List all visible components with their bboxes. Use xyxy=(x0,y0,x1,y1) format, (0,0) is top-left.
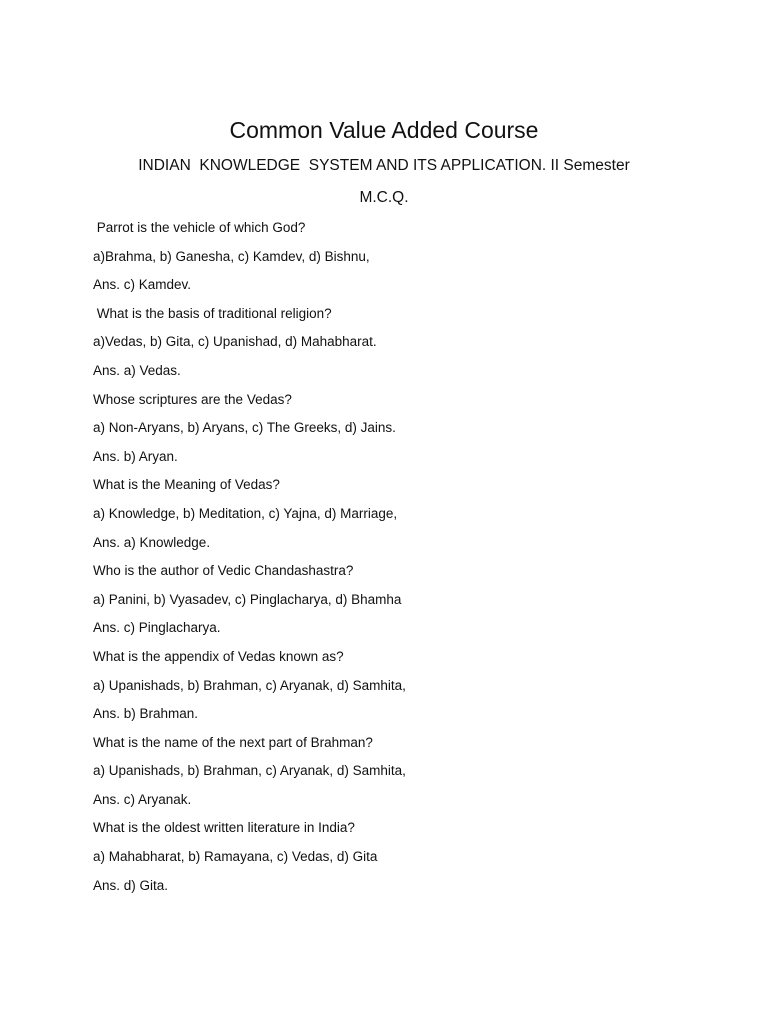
question-text: What is the appendix of Vedas known as? xyxy=(93,648,344,664)
question-item xyxy=(93,645,693,731)
question-item xyxy=(93,816,693,902)
question-text: What is the basis of traditional religion? xyxy=(93,305,332,321)
question-options: a) Panini, b) Vyasadev, c) Pinglacharya, d) Bhamha xyxy=(93,591,402,607)
question-options: a) Upanishads, b) Brahman, c) Aryanak, d) Samhita, xyxy=(93,763,406,779)
question-item xyxy=(93,731,693,817)
question-text: What is the oldest written literature in India? xyxy=(93,820,355,836)
question-options: a)Brahma, b) Ganesha, c) Kamdev, d) Bishnu, xyxy=(93,248,370,264)
page-subtitle: INDIAN KNOWLEDGE SYSTEM AND ITS APPLICATION. II Semester xyxy=(138,157,630,174)
question-answer: Ans. d) Gita. xyxy=(93,877,169,893)
question-answer: Ans. b) Aryan. xyxy=(93,448,178,464)
question-item xyxy=(93,302,693,388)
question-answer: Ans. a) Knowledge. xyxy=(93,534,211,550)
question-text: What is the name of the next part of Brahman? xyxy=(93,734,373,750)
question-options: a) Mahabharat, b) Ramayana, c) Vedas, d) Gita xyxy=(93,849,378,865)
question-options: a) Upanishads, b) Brahman, c) Aryanak, d) Samhita, xyxy=(93,677,406,693)
question-options: a) Knowledge, b) Meditation, c) Yajna, d) Marriage, xyxy=(93,505,398,521)
question-text: Whose scriptures are the Vedas? xyxy=(93,391,292,407)
question-item xyxy=(93,216,693,302)
question-answer: Ans. b) Brahman. xyxy=(93,706,199,722)
question-text: Who is the author of Vedic Chandashastra? xyxy=(93,563,354,579)
page-title: Common Value Added Course xyxy=(229,117,539,143)
question-answer: Ans. c) Pinglacharya. xyxy=(93,620,221,636)
question-text: Parrot is the vehicle of which God? xyxy=(93,220,306,235)
question-answer: Ans. a) Vedas. xyxy=(93,362,181,378)
question-options: a) Non-Aryans, b) Aryans, c) The Greeks, d) Jains. xyxy=(93,420,396,436)
question-item xyxy=(93,473,693,559)
question-options: a)Vedas, b) Gita, c) Upanishad, d) Mahabharat. xyxy=(93,334,377,350)
question-answer: Ans. c) Aryanak. xyxy=(93,791,192,807)
question-text: What is the Meaning of Vedas? xyxy=(93,477,280,493)
question-list xyxy=(93,216,693,902)
question-item xyxy=(93,559,693,645)
section-label: M.C.Q. xyxy=(359,189,409,206)
question-item xyxy=(93,388,693,474)
question-answer: Ans. c) Kamdev. xyxy=(93,277,192,293)
